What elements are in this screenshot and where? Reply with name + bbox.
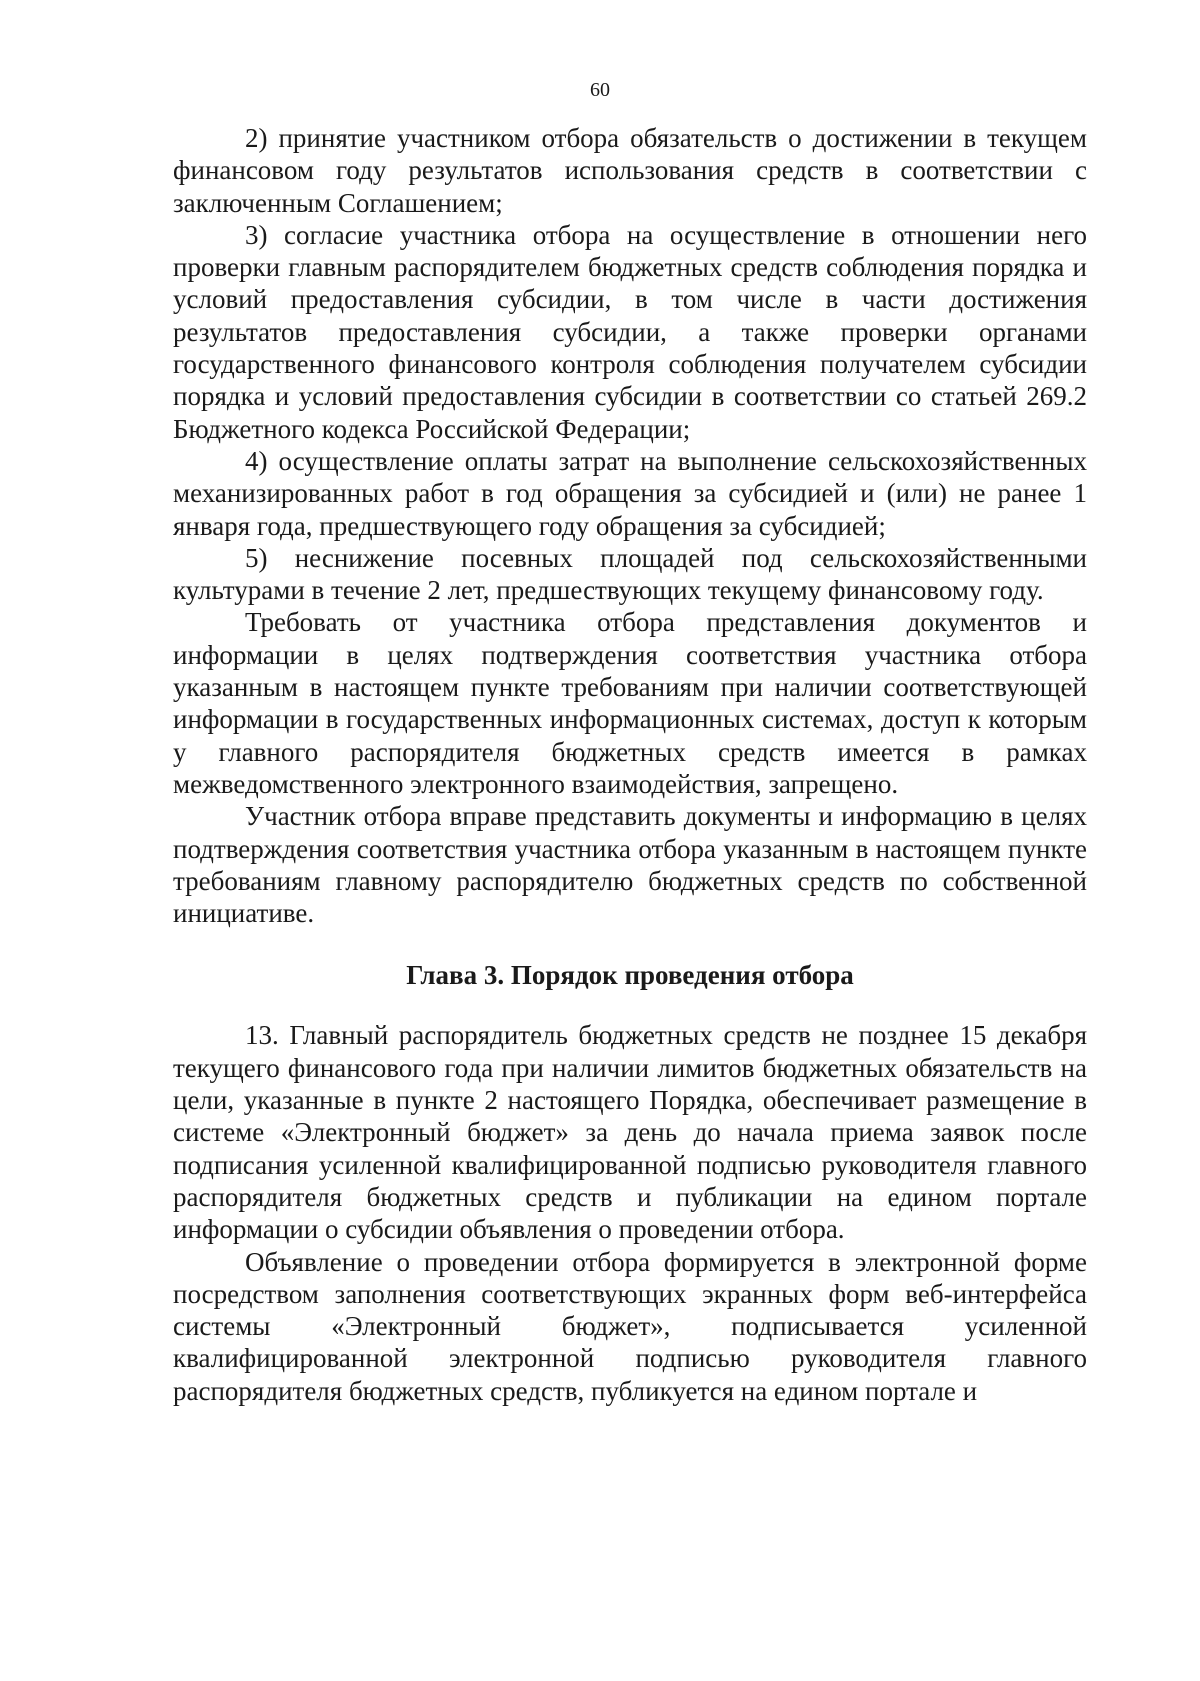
- paragraph-item-4: 4) осуществление оплаты затрат на выполнение сельскохозяйственных механизированных работ в год обращения за субсидией и (или) не ранее 1 января года, предшествующего году обращения за субсидией;: [173, 445, 1087, 541]
- paragraph-clause-13: 13. Главный распорядитель бюджетных средств не позднее 15 декабря текущего финансового года при наличии лимитов бюджетных обязательств на цели, указанные в пункте 2 настоящего Порядка, обеспечивает размещение в системе «Электронный бюджет» за день до начала приема заявок после подписания усиленной квалифицированной подписью руководителя главного распорядителя бюджетных средств и публикации на едином портале информации о субсидии объявления о проведении отбора.: [173, 1020, 1087, 1245]
- document-body: [173, 122, 1087, 1407]
- page-number: 60: [590, 79, 610, 101]
- paragraph-item-5: 5) неснижение посевных площадей под сельскохозяйственными культурами в течение 2 лет, предшествующих текущему финансовому году.: [173, 542, 1087, 606]
- paragraph-item-3: 3) согласие участника отбора на осуществление в отношении него проверки главным распорядителем бюджетных средств соблюдения порядка и условий предоставления субсидии, в том числе в части достижения результатов предоставления субсидии, а также проверки органами государственного финансового контроля соблюдения получателем субсидии порядка и условий предоставления субсидии в соответствии со статьей 269.2 Бюджетного кодекса Российской Федерации;: [173, 219, 1087, 444]
- paragraph-announcement: Объявление о проведении отбора формируется в электронной форме посредством заполнения соответствующих экранных форм веб-интерфейса системы «Электронный бюджет», подписывается усиленной квалифицированной электронной подписью руководителя главного распорядителя бюджетных средств, публикуется на едином портале и: [173, 1246, 1087, 1406]
- paragraph-item-2: 2) принятие участником отбора обязательств о достижении в текущем финансовом году результатов использования средств в соответствии с заключенным Соглашением;: [173, 123, 1087, 218]
- chapter-heading: Глава 3. Порядок проведения отбора: [406, 960, 854, 991]
- paragraph-prohibition: Требовать от участника отбора представления документов и информации в целях подтверждения соответствия участника отбора указанным в настоящем пункте требованиям при наличии соответствующей информации в государственных информационных системах, доступ к которым у главного распорядителя бюджетных средств имеется в рамках межведомственного электронного взаимодействия, запрещено.: [173, 607, 1087, 799]
- paragraph-own-initiative: Участник отбора вправе представить документы и информацию в целях подтверждения соответствия участника отбора указанным в настоящем пункте требованиям главному распорядителю бюджетных средств по собственной инициативе.: [173, 801, 1087, 929]
